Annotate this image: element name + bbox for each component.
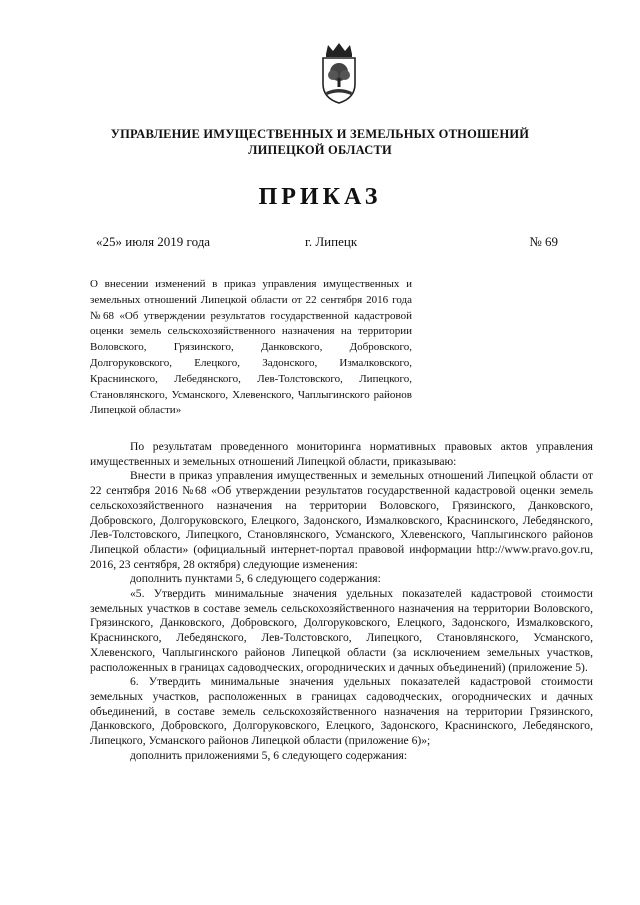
coat-of-arms-icon: [318, 42, 360, 104]
document-date: «25» июля 2019 года: [96, 234, 211, 249]
body-paragraph: По результатам проведенного мониторинга нормативных правовых актов управления имущественных и земельных отношений Липецкой области, приказываю:: [90, 440, 593, 468]
body-paragraph: дополнить приложениями 5, 6 следующего содержания:: [130, 748, 408, 762]
body-paragraph: 6. Утвердить минимальные значения удельных показателей кадастровой стоимости земельных участков, расположенных в границах садоводческих, огороднических и дачных объединений, в составе земель сельскохозяйственного назначения на территории Грязинского, Данковского, Добровского, Долгоруковского, Елецкого, Задонского, Краснинского, Лебедянского, Липецкого, Усманского районов Липецкой области (приложение 6)»;: [90, 675, 593, 748]
organization-line-1: УПРАВЛЕНИЕ ИМУЩЕСТВЕННЫХ И ЗЕМЕЛЬНЫХ ОТНОШЕНИЙ: [110, 127, 530, 141]
document-city: г. Липецк: [305, 234, 358, 249]
organization-line-2: ЛИПЕЦКОЙ ОБЛАСТИ: [248, 143, 392, 157]
document-body: [90, 440, 593, 763]
body-paragraph: Внести в приказ управления имущественных и земельных отношений Липецкой области от 22 сентября 2016 №68 «Об утверждении результатов государственной кадастровой оценки земель сельскохозяйственного назначения на территории Воловского, Грязинского, Данковского, Добровского, Долгоруковского, Елецкого, Задонского, Измалковского, Краснинского, Лебедянского, Лев-Толстовского, Липецкого, Становлянского, Усманского, Хлевенского, Чаплыгинского районов Липецкой области» (официальный интернет-портал правовой информации http://www.pravo.gov.ru, 2016, 23 сентября, 28 октября) следующие изменения:: [90, 469, 593, 571]
body-paragraph: «5. Утвердить минимальные значения удельных показателей кадастровой стоимости земельных участков в составе земель сельскохозяйственного назначения на территории Воловского, Грязинского, Данковского, Добровского, Долгоруковского, Елецкого, Задонского, Измалковского, Краснинского, Лебедянского, Лев-Толстовского, Липецкого, Становлянского, Усманского, Хлевенского, Чаплыгинского районов Липецкой области (за исключением земельных участков, расположенных в границах садоводческих, огороднических и дачных объединений) (приложение 5).: [90, 587, 593, 674]
organization-name: [60, 126, 580, 158]
document-number: № 69: [529, 234, 558, 249]
body-paragraph: дополнить пунктами 5, 6 следующего содержания:: [130, 572, 381, 586]
document-subject: О внесении изменений в приказ управления имущественных и земельных отношений Липецкой области от 22 сентября 2016 года №68 «Об утверждении результатов государственной кадастровой оценки земель сельскохозяйственного назначения на территории Воловского, Грязинского, Данковского, Добровского, Долгоруковского, Елецкого, Задонского, Измалковского, Краснинского, Лебедянского, Лев-Толстовского, Липецкого, Становлянского, Усманского, Хлевенского, Чаплыгинского районов Липецкой области»: [90, 278, 412, 417]
document-title: ПРИКАЗ: [258, 184, 382, 210]
